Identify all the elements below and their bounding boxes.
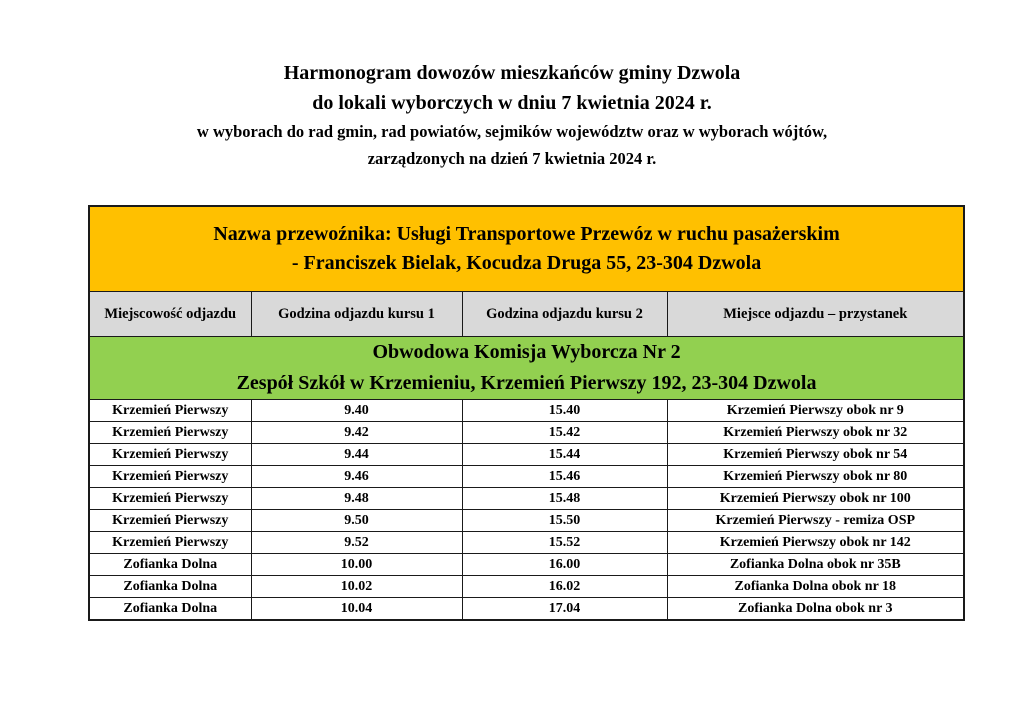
- cell-stop: Krzemień Pierwszy - remiza OSP: [667, 510, 964, 532]
- cell-time-1: 9.48: [251, 488, 462, 510]
- cell-time-1: 9.46: [251, 466, 462, 488]
- carrier-banner: [89, 206, 964, 292]
- subtitle-line-1: w wyborach do rad gmin, rad powiatów, sejmików województw oraz w wyborach wójtów,: [196, 122, 828, 141]
- cell-stop: Zofianka Dolna obok nr 18: [667, 576, 964, 598]
- header-departure-place: Miejscowość odjazdu: [89, 292, 251, 337]
- cell-stop: Krzemień Pierwszy obok nr 100: [667, 488, 964, 510]
- cell-place: Krzemień Pierwszy: [89, 466, 251, 488]
- carrier-banner-line-1: Nazwa przewoźnika: Usługi Transportowe Przewóz w ruchu pasażerskim: [213, 223, 840, 245]
- table-row: [89, 466, 964, 488]
- cell-place: Krzemień Pierwszy: [89, 444, 251, 466]
- carrier-banner-line-2: - Franciszek Bielak, Kocudza Druga 55, 23-304 Dzwola: [291, 252, 762, 274]
- cell-time-2: 15.42: [462, 422, 667, 444]
- table-row: [89, 510, 964, 532]
- cell-place: Krzemień Pierwszy: [89, 532, 251, 554]
- table-row: [89, 444, 964, 466]
- cell-time-1: 9.44: [251, 444, 462, 466]
- cell-time-1: 9.40: [251, 400, 462, 422]
- cell-time-2: 15.48: [462, 488, 667, 510]
- table-row: [89, 422, 964, 444]
- cell-time-2: 17.04: [462, 598, 667, 621]
- cell-stop: Krzemień Pierwszy obok nr 9: [667, 400, 964, 422]
- cell-place: Zofianka Dolna: [89, 598, 251, 621]
- commission-banner: [89, 337, 964, 400]
- cell-time-1: 10.04: [251, 598, 462, 621]
- cell-time-2: 15.52: [462, 532, 667, 554]
- cell-stop: Krzemień Pierwszy obok nr 54: [667, 444, 964, 466]
- header-departure-time-1: Godzina odjazdu kursu 1: [251, 292, 462, 337]
- cell-place: Krzemień Pierwszy: [89, 422, 251, 444]
- table-row: [89, 400, 964, 422]
- table-row: [89, 598, 964, 621]
- commission-banner-row: [89, 337, 964, 400]
- cell-stop: Krzemień Pierwszy obok nr 32: [667, 422, 964, 444]
- column-header-row: [89, 292, 964, 337]
- cell-time-1: 9.50: [251, 510, 462, 532]
- header-departure-stop: Miejsce odjazdu – przystanek: [667, 292, 964, 337]
- cell-stop: Zofianka Dolna obok nr 35B: [667, 554, 964, 576]
- cell-place: Krzemień Pierwszy: [89, 488, 251, 510]
- transport-schedule-table: [88, 205, 965, 621]
- cell-stop: Krzemień Pierwszy obok nr 80: [667, 466, 964, 488]
- cell-time-1: 9.52: [251, 532, 462, 554]
- cell-time-2: 15.44: [462, 444, 667, 466]
- table-row: [89, 576, 964, 598]
- table-row: [89, 532, 964, 554]
- cell-stop: Krzemień Pierwszy obok nr 142: [667, 532, 964, 554]
- cell-time-2: 15.50: [462, 510, 667, 532]
- cell-time-2: 15.46: [462, 466, 667, 488]
- cell-place: Zofianka Dolna: [89, 576, 251, 598]
- cell-time-1: 10.02: [251, 576, 462, 598]
- cell-stop: Zofianka Dolna obok nr 3: [667, 598, 964, 621]
- cell-time-2: 15.40: [462, 400, 667, 422]
- cell-place: Krzemień Pierwszy: [89, 510, 251, 532]
- table-row: [89, 488, 964, 510]
- commission-banner-line-2: Zespół Szkół w Krzemieniu, Krzemień Pierwszy 192, 23-304 Dzwola: [236, 372, 817, 394]
- table-row: [89, 554, 964, 576]
- carrier-banner-row: [89, 206, 964, 292]
- commission-banner-line-1: Obwodowa Komisja Wyborcza Nr 2: [372, 341, 681, 363]
- title-line-2: do lokali wyborczych w dniu 7 kwietnia 2024 r.: [312, 92, 712, 114]
- cell-time-2: 16.02: [462, 576, 667, 598]
- cell-time-1: 9.42: [251, 422, 462, 444]
- cell-time-2: 16.00: [462, 554, 667, 576]
- header-departure-time-2: Godzina odjazdu kursu 2: [462, 292, 667, 337]
- cell-place: Zofianka Dolna: [89, 554, 251, 576]
- title-line-1: Harmonogram dowozów mieszkańców gminy Dzwola: [283, 62, 741, 84]
- subtitle-line-2: zarządzonych na dzień 7 kwietnia 2024 r.: [367, 149, 657, 168]
- cell-place: Krzemień Pierwszy: [89, 400, 251, 422]
- document-title-block: [0, 58, 1024, 172]
- cell-time-1: 10.00: [251, 554, 462, 576]
